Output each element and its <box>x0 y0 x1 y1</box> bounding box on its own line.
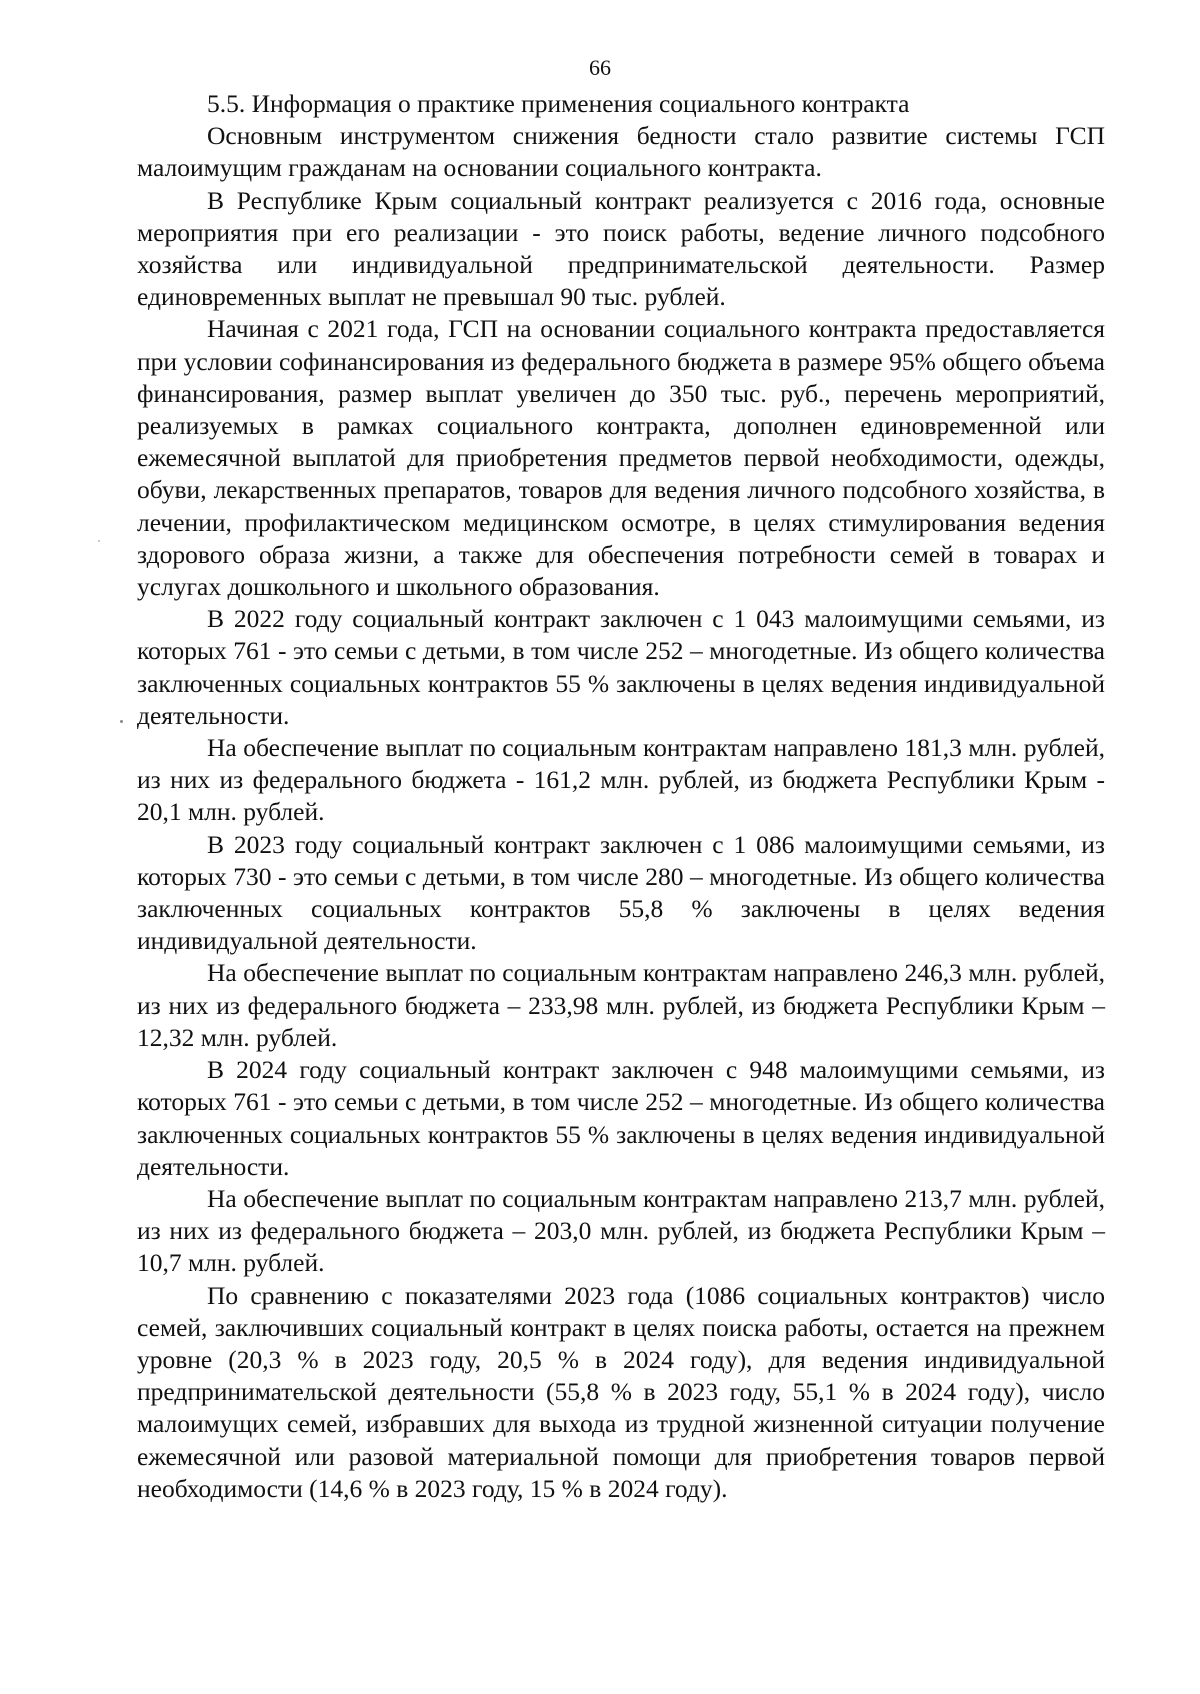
paragraph-2022-funding: На обеспечение выплат по социальным контрактам направлено 181,3 млн. рублей, из них из федерального бюджета - 161,2 млн. рублей, из бюджета Республики Крым - 20,1 млн. рублей. <box>137 733 1105 827</box>
paragraph-2021-cofinancing: Начиная с 2021 года, ГСП на основании социального контракта предоставляется при условии софинансирования из федерального бюджета в размере 95% общего объема финансирования, размер выплат увеличен до 350 тыс. руб., перечень мероприятий, реализуемых в рамках социального контракта, дополнен единовременной или ежемесячной выплатой для приобретения предметов первой необходимости, одежды, обуви, лекарственных препаратов, товаров для ведения личного подсобного хозяйства, в лечении, профилактическом медицинском осмотре, в целях стимулирования ведения здорового образа жизни, а также для обеспечения потребности семей в товарах и услугах дошкольного и школьного образования. <box>137 314 1105 602</box>
paragraph-2023-funding: На обеспечение выплат по социальным контрактам направлено 246,3 млн. рублей, из них из федерального бюджета – 233,98 млн. рублей, из бюджета Республики Крым – 12,32 млн. рублей. <box>137 958 1105 1052</box>
page-content <box>137 88 1105 1505</box>
paragraph-2024-funding: На обеспечение выплат по социальным контрактам направлено 213,7 млн. рублей, из них из федерального бюджета – 203,0 млн. рублей, из бюджета Республики Крым – 10,7 млн. рублей. <box>137 1183 1105 1278</box>
paragraph-comparison-2023-2024: По сравнению с показателями 2023 года (1086 социальных контрактов) число семей, заключивших социальный контракт в целях поиска работы, остается на прежнем уровне (20,3 % в 2023 году, 20,5 % в 2024 году), для ведения индивидуальной предпринимательской деятельности (55,8 % в 2023 году, 55,1 % в 2024 году), число малоимущих семей, избравших для выхода из трудной жизненной ситуации получение ежемесячной или разовой материальной помощи для приобретения товаров первой необходимости (14,6 % в 2023 году, 15 % в 2024 году). <box>137 1280 1105 1503</box>
paragraph-crimea-2016: В Республике Крым социальный контракт реализуется с 2016 года, основные мероприятия при его реализации - это поиск работы, ведение личного подсобного хозяйства или индивидуальной предпринимательской деятельности. Размер единовременных выплат не превышал 90 тыс. рублей. <box>137 185 1105 312</box>
paragraph-gsp-intro: Основным инструментом снижения бедности стало развитие системы ГСП малоимущим гражданам на основании социального контракта. <box>137 121 1105 183</box>
page-number: 66 <box>589 55 611 80</box>
scan-speck <box>98 540 100 542</box>
paragraph-2022-contracts: В 2022 году социальный контракт заключен с 1 043 малоимущими семьями, из которых 761 - это семьи с детьми, в том числе 252 – многодетные. Из общего количества заключенных социальных контрактов 55 % заключены в целях ведения индивидуальной деятельности. <box>137 604 1105 730</box>
section-heading: 5.5. Информация о практике применения социального контракта <box>207 89 910 118</box>
paragraph-2023-contracts: В 2023 году социальный контракт заключен с 1 086 малоимущими семьями, из которых 730 - это семьи с детьми, в том числе 280 – многодетные. Из общего количества заключенных социальных контрактов 55,8 % заключены в целях ведения индивидуальной деятельности. <box>137 829 1105 956</box>
scan-speck <box>120 720 123 723</box>
paragraph-2024-contracts: В 2024 году социальный контракт заключен с 948 малоимущими семьями, из которых 761 - это семьи с детьми, в том числе 252 – многодетные. Из общего количества заключенных социальных контрактов 55 % заключены в целях ведения индивидуальной деятельности. <box>137 1055 1105 1181</box>
